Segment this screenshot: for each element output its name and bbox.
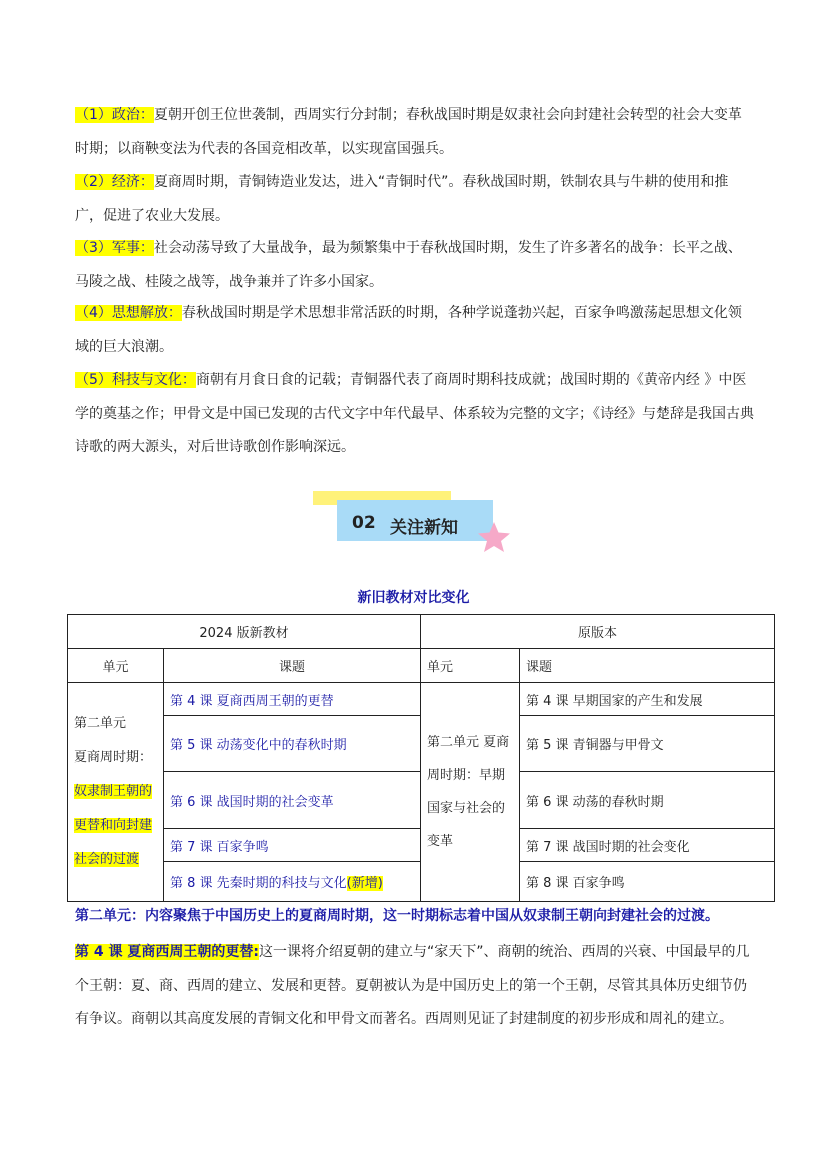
paragraph-text: 夏商周时期，青铜铸造业发达，进入“青铜时代”。春秋战国时期，铁制农具与牛耕的使用和推广，促进了农业大发展。 <box>75 174 729 224</box>
paragraph-thought <box>75 297 755 364</box>
paragraph-text: 春秋战国时期是学术思想非常活跃的时期，各种学说蓬勃兴起，百家争鸣激荡起思想文化领域的巨大浪潮。 <box>75 305 742 355</box>
old-lesson-6: 第 6 课 动荡的春秋时期 <box>520 772 775 829</box>
paragraph-label: （2）经济： <box>75 174 154 190</box>
new-unit-prefix: 第二单元 <box>74 716 127 731</box>
table-subheader-row <box>68 649 775 683</box>
old-unit-cell: 第二单元 夏商周时期：早期国家与社会的变革 <box>421 683 520 902</box>
new-added-tag: (新增) <box>346 876 383 891</box>
new-lesson-4: 第 4 课 夏商西周王朝的更替 <box>164 683 421 716</box>
paragraph-label: （1）政治： <box>75 107 154 123</box>
col-unit-old: 单元 <box>421 649 520 683</box>
old-lesson-7: 第 7 课 战国时期的社会变化 <box>520 829 775 862</box>
section-title: 关注新知 <box>390 518 458 538</box>
paragraph-economy <box>75 166 755 233</box>
unit-note: 第二单元：内容聚焦于中国历史上的夏商周时期，这一时期标志着中国从奴隶制王朝向封建社会的过渡。 <box>75 908 719 924</box>
new-unit-theme: 奴隶制王朝的更替和向封建社会的过渡 <box>74 784 153 867</box>
new-lesson-7: 第 7 课 百家争鸣 <box>164 829 421 862</box>
paragraph-text: 社会动荡导致了大量战争，最为频繁集中于春秋战国时期，发生了许多著名的战争：长平之战、马陵之战、桂陵之战等，战争兼并了许多小国家。 <box>75 240 742 290</box>
table-header-row <box>68 615 775 649</box>
col-lesson-old: 课题 <box>520 649 775 683</box>
col-lesson-new: 课题 <box>164 649 421 683</box>
lesson4-paragraph <box>75 936 755 1037</box>
header-new-edition: 2024 版新教材 <box>68 615 421 649</box>
paragraph-label: （3）军事： <box>75 240 154 256</box>
new-unit-cell <box>68 683 164 902</box>
lesson4-text: 这一课将介绍夏朝的建立与“家天下”、商朝的统治、西周的兴衰、中国最早的几个王朝：夏、商、西周的建立、发展和更替。夏朝被认为是中国历史上的第一个王朝，尽管其具体历史细节仍有争议。商朝以其高度发展的青铜文化和甲骨文而著名。西周则见证了封建制度的初步形成和周礼的建立。 <box>75 944 750 1027</box>
table-row <box>68 683 775 716</box>
paragraph-military <box>75 232 755 299</box>
paragraph-politics <box>75 99 755 166</box>
new-lesson-6: 第 6 课 战国时期的社会变革 <box>164 772 421 829</box>
comparison-table <box>67 614 775 902</box>
new-lesson-5: 第 5 课 动荡变化中的春秋时期 <box>164 716 421 772</box>
col-unit-new: 单元 <box>68 649 164 683</box>
new-lesson-8-title: 第 8 课 先秦时期的科技与文化 <box>170 876 347 891</box>
table-caption: 新旧教材对比变化 <box>357 590 470 606</box>
section-number: 02 <box>352 513 376 533</box>
old-lesson-5: 第 5 课 青铜器与甲骨文 <box>520 716 775 772</box>
paragraph-science-culture <box>75 364 755 465</box>
paragraph-label: （5）科技与文化： <box>75 372 196 388</box>
paragraph-text: 夏朝开创王位世袭制，西周实行分封制；春秋战国时期是奴隶社会向封建社会转型的社会大变革时期；以商鞅变法为代表的各国竞相改革，以实现富国强兵。 <box>75 107 742 157</box>
paragraph-text: 商朝有月食日食的记载；青铜器代表了商周时期科技成就；战国时期的《黄帝内经 》中医学的奠基之作；甲骨文是中国已发现的古代文字中年代最早、体系较为完整的文字；《诗经》与楚辞是我国古典诗歌的两大源头，对后世诗歌创作影响深远。 <box>75 372 754 455</box>
header-old-edition: 原版本 <box>421 615 775 649</box>
old-lesson-4: 第 4 课 早期国家的产生和发展 <box>520 683 775 716</box>
star-icon <box>477 521 511 553</box>
new-unit-period: 夏商周时期： <box>74 750 153 765</box>
paragraph-label: （4）思想解放： <box>75 305 182 321</box>
old-lesson-8: 第 8 课 百家争鸣 <box>520 862 775 902</box>
new-lesson-8 <box>164 862 421 902</box>
lesson4-label: 第 4 课 夏商西周王朝的更替: <box>75 944 259 960</box>
